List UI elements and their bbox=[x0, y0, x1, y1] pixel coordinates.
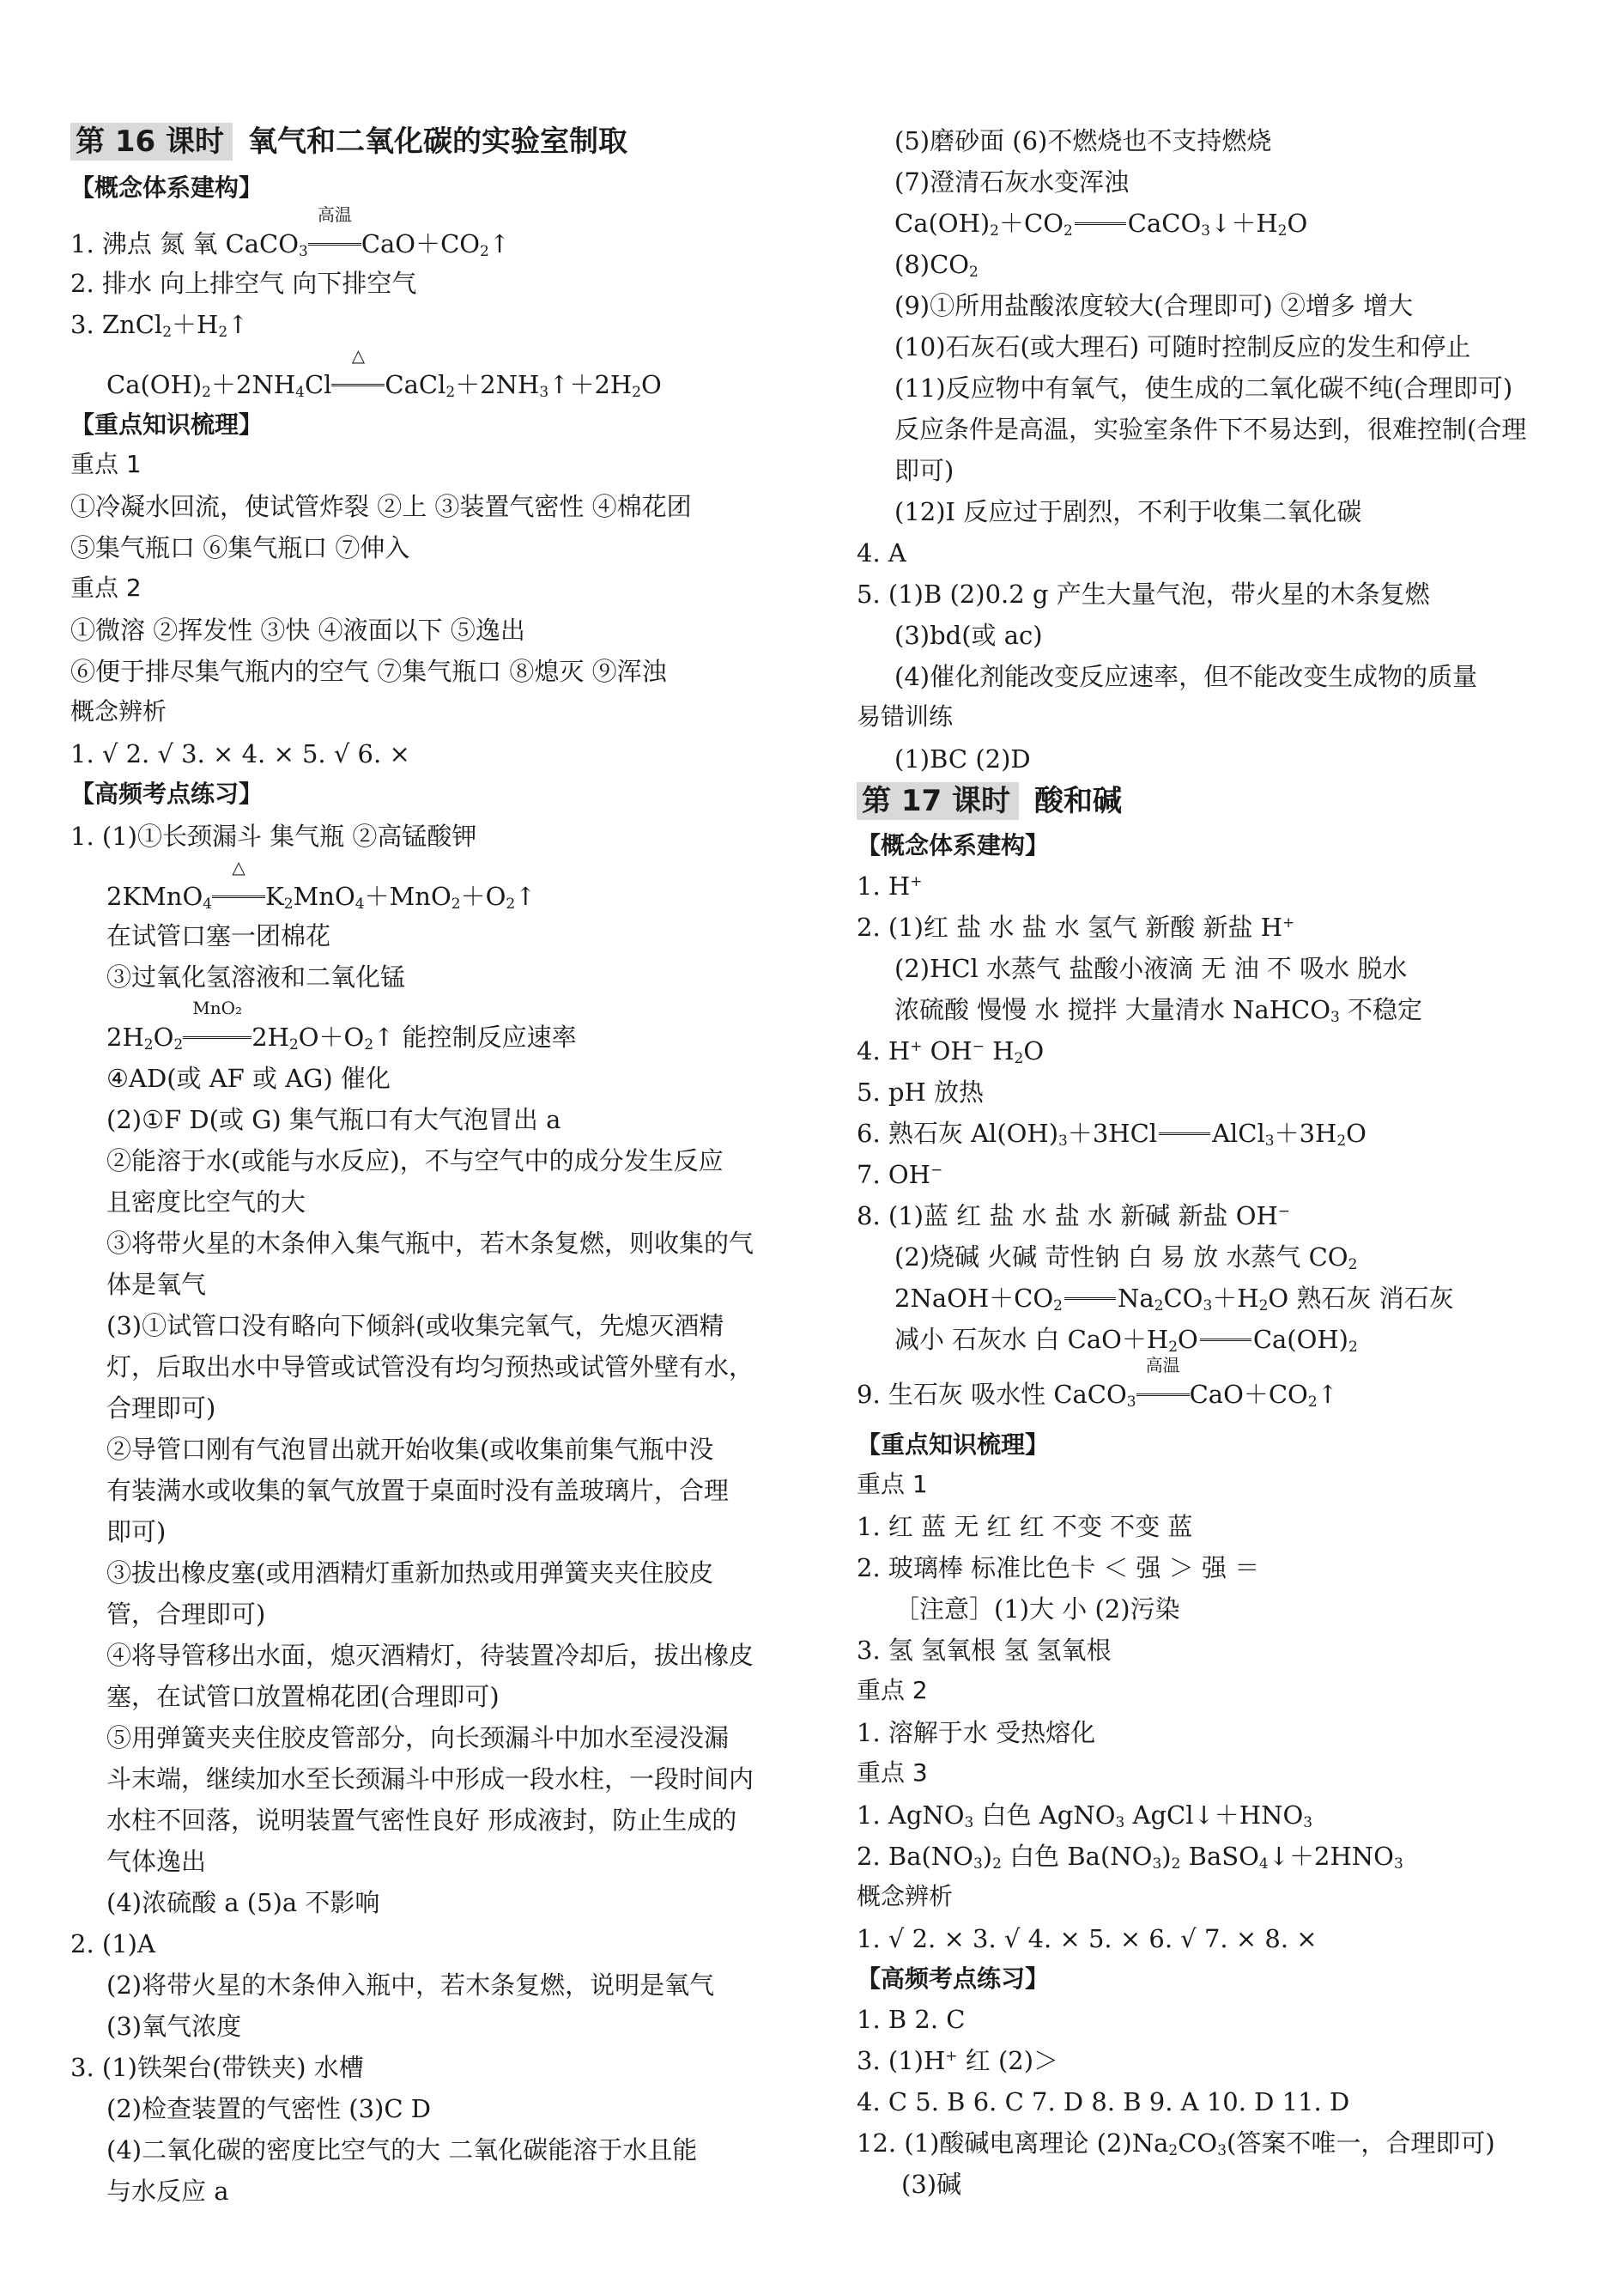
c-line-9 bbox=[857, 1355, 1338, 1415]
r-line-7: (11)反应物中有氧气，使生成的二氧化碳不纯(合理即可) bbox=[894, 373, 1513, 403]
practice-header: 【高频考点练习】 bbox=[70, 780, 264, 808]
text: 12. (1)酸碱电离理论 (2)Na bbox=[857, 2128, 1169, 2158]
equals-sign bbox=[1200, 1339, 1251, 1344]
practice-1-line-18: ③拔出橡皮塞(或用酒精灯重新加热或用弹簧夹夹住胶皮 bbox=[106, 1558, 714, 1588]
sub: 2 bbox=[173, 1036, 184, 1053]
practice-1-line-11: 体是氧气 bbox=[106, 1270, 207, 1299]
key-points-header-17: 【重点知识梳理】 bbox=[857, 1430, 1050, 1459]
text: 白色 Ba(NO bbox=[1001, 1842, 1153, 1871]
practice-1-line-13: 灯，后取出水中导管或试管没有均匀预热或试管外壁有水， bbox=[106, 1352, 754, 1381]
condition-label: 高温 bbox=[1145, 1355, 1180, 1375]
sup: + bbox=[910, 1038, 923, 1055]
sub: 3 bbox=[1152, 1855, 1162, 1873]
sub: 2 bbox=[364, 1036, 374, 1053]
text: O bbox=[1023, 1036, 1045, 1066]
practice-1-line-10: ③将带火星的木条伸入集气瓶中，若木条复燃，则收集的气 bbox=[106, 1229, 754, 1258]
practice-1-line-20: ④将导管移出水面，熄灭酒精灯，待装置冷却后，拔出橡皮 bbox=[106, 1641, 754, 1670]
text: Ca(OH) bbox=[106, 370, 203, 399]
condition-label: MnO₂ bbox=[192, 998, 243, 1018]
sub: 3 bbox=[1393, 1855, 1403, 1873]
practice-1-line-23: 斗末端，继续加水至长颈漏斗中形成一段水柱，一段时间内 bbox=[106, 1764, 754, 1794]
r-line-6: (10)石灰石(或大理石) 可随时控制反应的发生和停止 bbox=[894, 332, 1471, 361]
sup: + bbox=[910, 873, 923, 890]
sub: 2 bbox=[1014, 1050, 1024, 1067]
text: 不稳定 bbox=[1339, 995, 1423, 1024]
text: 1. H bbox=[857, 871, 911, 901]
text: O 熟石灰 消石灰 bbox=[1268, 1284, 1454, 1313]
error-training-answers: (1)BC (2)D bbox=[894, 744, 1031, 774]
text: 3. (1)H bbox=[857, 2046, 946, 2075]
practice-1-line-24: 水柱不回落，说明装置气密性良好 形成液封，防止生成的 bbox=[106, 1806, 737, 1835]
practice-1-line-8: ②能溶于水(或能与水反应)，不与空气中的成分发生反应 bbox=[106, 1146, 724, 1175]
text: Cl bbox=[304, 370, 332, 399]
lesson-16-number: 第 16 课时 bbox=[70, 123, 233, 161]
text: AlCl bbox=[1212, 1119, 1265, 1148]
practice-2-line-1: 2. (1)A bbox=[70, 1929, 155, 1958]
pp-line-4: 4. C 5. B 6. C 7. D 8. B 9. A 10. D 11. D bbox=[857, 2087, 1350, 2116]
k1-line-2: 2. 玻璃棒 标准比色卡 ＜ 强 ＞ 强 ＝ bbox=[857, 1553, 1260, 1582]
text: O bbox=[1346, 1119, 1366, 1148]
text: 红 (2)＞ bbox=[957, 2046, 1059, 2075]
text: BaSO bbox=[1180, 1842, 1259, 1871]
c-line-7 bbox=[857, 1154, 942, 1195]
practice-1-line-1: 1. (1)①长颈漏斗 集气瓶 ②高锰酸钾 bbox=[70, 822, 477, 851]
sub: 2 bbox=[1171, 1855, 1181, 1873]
k1-line-3: ［注意］(1)大 小 (2)污染 bbox=[894, 1594, 1180, 1624]
practice-3-line-3: (4)二氧化碳的密度比空气的大 二氧化碳能溶于水且能 bbox=[106, 2135, 698, 2165]
text: ↓＋H bbox=[1210, 209, 1278, 238]
equals-sign bbox=[1159, 1132, 1210, 1138]
practice-2-line-2: (2)将带火星的木条伸入瓶中，若木条复燃，说明是氧气 bbox=[106, 1970, 715, 2000]
practice-3-line-2: (2)检查装置的气密性 (3)C D bbox=[106, 2094, 432, 2123]
text: 减小 石灰水 白 CaO＋H bbox=[894, 1325, 1169, 1354]
sub: 2 bbox=[1307, 1393, 1318, 1411]
text: ＋O bbox=[460, 882, 506, 911]
text: K bbox=[265, 882, 284, 911]
text: 2H bbox=[251, 1023, 289, 1052]
equals-sign bbox=[1064, 1297, 1116, 1302]
sub: 3 bbox=[1264, 1132, 1275, 1150]
practice-1-line-16: 有装满水或收集的氧气放置于桌面时没有盖玻璃片，合理 bbox=[106, 1476, 730, 1505]
sub: 4 bbox=[295, 384, 305, 401]
sub: 2 bbox=[969, 264, 979, 281]
sub: 2 bbox=[1168, 1339, 1179, 1356]
sub: 3 bbox=[1058, 1132, 1068, 1150]
k3-line-1 bbox=[857, 1794, 1312, 1836]
practice-4: 4. A bbox=[857, 538, 906, 568]
practice-1-line-4: ③过氧化氢溶液和二氧化锰 bbox=[106, 962, 406, 992]
c-line-6 bbox=[857, 1113, 1366, 1154]
equals-sign bbox=[1075, 222, 1126, 228]
c-line-4 bbox=[857, 1030, 1044, 1072]
lesson-17-heading bbox=[857, 780, 1122, 823]
condition-sign bbox=[331, 345, 385, 405]
text: ↓＋2HNO bbox=[1268, 1842, 1394, 1871]
pp-line-12b: (3)碱 bbox=[901, 2170, 962, 2199]
r-equation bbox=[894, 203, 1307, 244]
text: ＋H bbox=[172, 310, 219, 339]
c-line-5: 5. pH 放热 bbox=[857, 1078, 984, 1107]
text: 2. (1)红 盐 水 盐 水 氢气 新酸 新盐 H bbox=[857, 913, 1283, 942]
sub: 3 bbox=[1330, 1009, 1340, 1026]
key-1-label: 重点 1 bbox=[70, 450, 142, 478]
practice-1-line-22: ⑤用弹簧夹夹住胶皮管部分，向长颈漏斗中加水至浸没漏 bbox=[106, 1723, 730, 1752]
pp-line-1: 1. B 2. C bbox=[857, 2005, 966, 2034]
text: ＋3HCl bbox=[1067, 1119, 1158, 1148]
sub: 2 bbox=[1154, 1297, 1164, 1315]
up-arrow: ↑ bbox=[227, 310, 249, 339]
practice-1-line-19: 管，合理即可) bbox=[106, 1600, 266, 1629]
error-training-label: 易错训练 bbox=[857, 702, 954, 731]
text: ＋CO bbox=[999, 209, 1063, 238]
r-line-10: (12)Ⅰ 反应过于剧烈，不利于收集二氧化碳 bbox=[894, 497, 1362, 526]
sub: 3 bbox=[964, 1814, 974, 1831]
lesson-17-title: 酸和碱 bbox=[1034, 784, 1122, 818]
concept-build-header-17: 【概念体系建构】 bbox=[857, 831, 1050, 859]
sub: 2 bbox=[632, 384, 642, 401]
text: (答案不唯一，合理即可) bbox=[1227, 2128, 1495, 2158]
text: ＋MnO bbox=[364, 882, 451, 911]
r-line-2: (7)澄清石灰水变浑浊 bbox=[894, 167, 1130, 197]
text: OH bbox=[922, 1036, 973, 1066]
sub: 2 bbox=[288, 1036, 299, 1053]
text: O bbox=[153, 1023, 174, 1052]
sup: − bbox=[972, 1038, 985, 1055]
sub: 2 bbox=[1277, 222, 1288, 240]
text: AgCl↓＋HNO bbox=[1124, 1800, 1304, 1830]
pp-line-3 bbox=[857, 2040, 1058, 2081]
text: 2H bbox=[106, 1023, 144, 1052]
text: 1. 沸点 氮 氧 CaCO bbox=[70, 229, 299, 258]
k1-line-4: 3. 氢 氢氧根 氢 氢氧根 bbox=[857, 1636, 1112, 1665]
up-arrow: ↑ bbox=[515, 882, 536, 911]
text: ＋2NH bbox=[455, 370, 540, 399]
text: O bbox=[1287, 209, 1308, 238]
sub: 3 bbox=[1303, 1814, 1313, 1831]
practice-3-line-4: 与水反应 a bbox=[106, 2177, 229, 2206]
cb-line-4 bbox=[106, 345, 662, 405]
text: ＋H bbox=[1212, 1284, 1259, 1313]
c-line-8c bbox=[894, 1278, 1454, 1319]
key-1-line-1: ①冷凝水回流，使试管炸裂 ②上 ③装置气密性 ④棉花团 bbox=[70, 492, 692, 521]
sub: 3 bbox=[539, 384, 549, 401]
sup: + bbox=[1282, 914, 1295, 932]
key-3-label-17: 重点 3 bbox=[857, 1758, 928, 1787]
sub: 3 bbox=[973, 1855, 983, 1873]
c-line-2b: (2)HCl 水蒸气 盐酸小液滴 无 油 不 吸水 脱水 bbox=[894, 954, 1408, 983]
k2-line-1: 1. 溶解于水 受热熔化 bbox=[857, 1718, 1096, 1747]
sub: 2 bbox=[1168, 2142, 1179, 2159]
text: 7. OH bbox=[857, 1160, 930, 1189]
practice-1-line-21: 塞，在试管口放置棉花团(合理即可) bbox=[106, 1682, 500, 1711]
text: CaO＋CO bbox=[361, 229, 481, 258]
text: CO bbox=[1178, 2128, 1218, 2158]
practice-1-equation-1 bbox=[106, 857, 536, 917]
condition-sign bbox=[308, 204, 361, 264]
sub: 2 bbox=[1336, 1132, 1347, 1150]
practice-1-line-14: 合理即可) bbox=[106, 1393, 216, 1423]
c-line-8b bbox=[894, 1236, 1357, 1278]
text: O＋O bbox=[298, 1023, 365, 1052]
text: 6. 熟石灰 Al(OH) bbox=[857, 1119, 1059, 1148]
practice-5-line-1: 5. (1)B (2)0.2 g 产生大量气泡，带火星的木条复燃 bbox=[857, 580, 1430, 609]
sub: 2 bbox=[143, 1036, 154, 1053]
up-arrow: ↑ bbox=[488, 229, 511, 258]
practice-1-line-9: 且密度比空气的大 bbox=[106, 1187, 306, 1217]
text: Na bbox=[1117, 1284, 1154, 1313]
text: (2)烧碱 火碱 苛性钠 白 易 放 水蒸气 CO bbox=[894, 1242, 1348, 1272]
sub: 2 bbox=[480, 243, 489, 260]
lesson-16-heading bbox=[70, 120, 627, 163]
cb-line-1 bbox=[70, 204, 511, 264]
cb-line-2: 2. 排水 向上排空气 向下排空气 bbox=[70, 269, 417, 298]
key-2-line-2: ⑥便于排尽集气瓶内的空气 ⑦集气瓶口 ⑧熄灭 ⑨浑浊 bbox=[70, 657, 667, 686]
text: CaCl bbox=[385, 370, 446, 399]
sub: 3 bbox=[1217, 2142, 1227, 2159]
sub: 2 bbox=[992, 1855, 1002, 1873]
text: CaO＋CO bbox=[1189, 1380, 1308, 1409]
text: 4. H bbox=[857, 1036, 911, 1066]
text: 浓硫酸 慢慢 水 搅拌 大量清水 NaHCO bbox=[894, 995, 1331, 1024]
key-2-line-1: ①微溶 ②挥发性 ③快 ④液面以下 ⑤逸出 bbox=[70, 616, 525, 645]
sup: + bbox=[945, 2048, 958, 2065]
condition-label: △ bbox=[232, 857, 245, 877]
text: O bbox=[641, 370, 662, 399]
concept-analysis-label-17: 概念辨析 bbox=[857, 1882, 954, 1910]
sub: 2 bbox=[1348, 1339, 1358, 1356]
c-line-2c bbox=[894, 989, 1422, 1030]
r-line-1: (5)磨砂面 (6)不燃烧也不支持燃烧 bbox=[894, 126, 1272, 155]
concept-analysis-answers: 1. √ 2. √ 3. × 4. × 5. √ 6. × bbox=[70, 739, 410, 768]
c-line-1 bbox=[857, 865, 922, 907]
text: 白色 AgNO bbox=[973, 1800, 1116, 1830]
key-points-header: 【重点知识梳理】 bbox=[70, 410, 264, 439]
text: ) bbox=[982, 1842, 993, 1871]
c-line-8 bbox=[857, 1195, 1290, 1236]
sub: 2 bbox=[1063, 222, 1073, 240]
sub: 3 bbox=[1203, 1297, 1213, 1315]
text: 8. (1)蓝 红 盐 水 盐 水 新碱 新盐 OH bbox=[857, 1201, 1278, 1230]
concept-build-header: 【概念体系建构】 bbox=[70, 173, 264, 202]
sub: 2 bbox=[218, 324, 228, 341]
text: 3. ZnCl bbox=[70, 310, 163, 339]
k1-line-1: 1. 红 蓝 无 红 红 不变 不变 蓝 bbox=[857, 1512, 1193, 1541]
practice-header-17: 【高频考点练习】 bbox=[857, 1964, 1050, 1993]
concept-analysis-answers-17: 1. √ 2. × 3. √ 4. × 5. × 6. √ 7. × 8. × bbox=[857, 1924, 1318, 1953]
practice-1-line-15: ②导管口刚有气泡冒出就开始收集(或收集前集气瓶中没 bbox=[106, 1435, 714, 1464]
c-line-8d bbox=[894, 1319, 1358, 1360]
condition-sign bbox=[1136, 1355, 1190, 1415]
text: 9. 生石灰 吸水性 CaCO bbox=[857, 1380, 1127, 1409]
text: ＋3H bbox=[1274, 1119, 1337, 1148]
text: CO bbox=[1163, 1284, 1203, 1313]
practice-5-line-2: (3)bd(或 ac) bbox=[894, 621, 1043, 650]
c-line-2 bbox=[857, 907, 1294, 948]
key-2-label: 重点 2 bbox=[70, 574, 142, 602]
condition-label: △ bbox=[351, 345, 366, 366]
r-line-9: 即可) bbox=[894, 456, 954, 485]
concept-analysis-label: 概念辨析 bbox=[70, 697, 167, 726]
text: (8)CO bbox=[894, 250, 970, 279]
text: Ca(OH) bbox=[894, 209, 991, 238]
condition-label: 高温 bbox=[317, 204, 352, 225]
sub: 3 bbox=[299, 243, 308, 260]
sub: 2 bbox=[1053, 1297, 1063, 1315]
text: 1. AgNO bbox=[857, 1800, 965, 1830]
sub: 4 bbox=[354, 896, 365, 913]
text: ＋2NH bbox=[211, 370, 296, 399]
sup: − bbox=[930, 1162, 943, 1179]
pp-line-12 bbox=[857, 2122, 1495, 2164]
r-line-4 bbox=[894, 244, 979, 285]
practice-3-line-1: 3. (1)铁架台(带铁夹) 水槽 bbox=[70, 2053, 364, 2082]
cb-line-3 bbox=[70, 304, 248, 345]
practice-5-line-3: (4)催化剂能改变反应速率，但不能改变生成物的质量 bbox=[894, 662, 1478, 691]
sub: 4 bbox=[203, 896, 213, 913]
r-line-8: 反应条件是高温，实验室条件下不易达到，很难控制(合理 bbox=[894, 415, 1527, 444]
k3-line-2 bbox=[857, 1836, 1403, 1877]
sub: 3 bbox=[1115, 1814, 1125, 1831]
sub: 2 bbox=[283, 896, 294, 913]
text: ↑＋2H bbox=[548, 370, 633, 399]
text: O bbox=[1178, 1325, 1198, 1354]
practice-1-line-17: 即可) bbox=[106, 1517, 167, 1546]
lesson-17-number: 第 17 课时 bbox=[857, 782, 1019, 820]
sub: 2 bbox=[1258, 1297, 1269, 1315]
sup: − bbox=[1277, 1203, 1291, 1220]
condition-sign bbox=[183, 998, 251, 1058]
sub: 2 bbox=[506, 896, 516, 913]
sub: 2 bbox=[202, 384, 211, 401]
practice-1-line-7: (2)①F D(或 G) 集气瓶口有大气泡冒出 a bbox=[106, 1105, 561, 1134]
sub: 2 bbox=[162, 324, 173, 341]
practice-1-line-3: 在试管口塞一团棉花 bbox=[106, 921, 331, 950]
practice-1-line-12: (3)①试管口没有略向下倾斜(或收集完氧气，先熄灭酒精 bbox=[106, 1311, 724, 1340]
practice-2-line-3: (3)氧气浓度 bbox=[106, 2012, 242, 2041]
key-2-label-17: 重点 2 bbox=[857, 1676, 928, 1704]
r-line-5: (9)①所用盐酸浓度较大(合理即可) ②增多 增大 bbox=[894, 291, 1414, 320]
text: 2. Ba(NO bbox=[857, 1842, 973, 1871]
text: Ca(OH) bbox=[1252, 1325, 1348, 1354]
sub: 3 bbox=[1126, 1393, 1136, 1411]
sub: 2 bbox=[1348, 1256, 1358, 1273]
key-1-label-17: 重点 1 bbox=[857, 1470, 928, 1498]
text: 2NaOH＋CO bbox=[894, 1284, 1054, 1313]
text: ↑ 能控制反应速率 bbox=[373, 1023, 577, 1052]
sub: 4 bbox=[1258, 1855, 1269, 1873]
condition-sign bbox=[212, 857, 265, 917]
sub: 3 bbox=[1201, 222, 1211, 240]
text: CaCO bbox=[1127, 209, 1202, 238]
text: 2KMnO bbox=[106, 882, 203, 911]
lesson-16-title: 氧气和二氧化碳的实验室制取 bbox=[248, 124, 627, 159]
practice-1-line-26: (4)浓硫酸 a (5)a 不影响 bbox=[106, 1888, 380, 1917]
text: ) bbox=[1161, 1842, 1172, 1871]
up-arrow: ↑ bbox=[1317, 1380, 1338, 1409]
text: H bbox=[984, 1036, 1015, 1066]
sub: 2 bbox=[445, 384, 456, 401]
practice-1-line-25: 气体逸出 bbox=[106, 1847, 207, 1876]
text: MnO bbox=[293, 882, 355, 911]
practice-1-line-6: ④AD(或 AF 或 AG) 催化 bbox=[106, 1064, 391, 1093]
sub: 2 bbox=[451, 896, 461, 913]
sub: 2 bbox=[990, 222, 999, 240]
practice-1-equation-2 bbox=[106, 998, 577, 1058]
key-1-line-2: ⑤集气瓶口 ⑥集气瓶口 ⑦伸入 bbox=[70, 533, 410, 562]
